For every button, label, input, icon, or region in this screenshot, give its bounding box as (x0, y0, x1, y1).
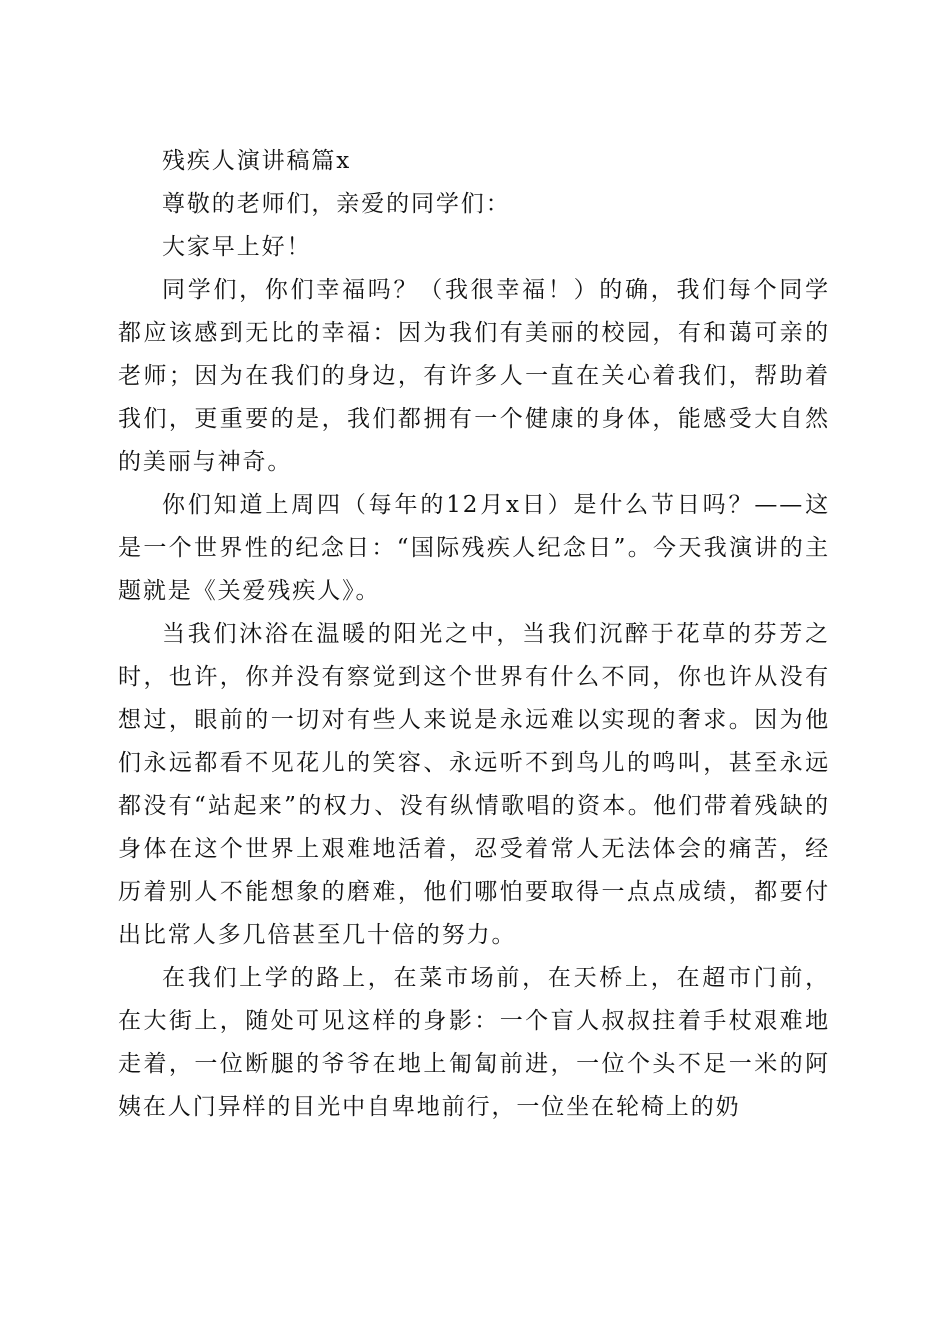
paragraph-4: 在我们上学的路上，在菜市场前，在天桥上，在超市门前，在大街上，随处可见这样的身影：一个盲人叔叔拄着手杖艰难地走着，一位断腿的爷爷在地上匍匐前进，一位个头不足一米的阿姨在人门异样的目光中自卑地前行，一位坐在轮椅上的奶 (118, 965, 830, 1120)
document-body (118, 140, 830, 1129)
salutation: 尊敬的老师们，亲爱的同学们： (162, 191, 511, 217)
paragraph-1: 同学们，你们幸福吗？（我很幸福！）的确，我们每个同学都应该感到无比的幸福：因为我们有美丽的校园，有和蔼可亲的老师；因为在我们的身边，有许多人一直在关心着我们，帮助着我们，更重要的是，我们都拥有一个健康的身体，能感受大自然的美丽与神奇。 (118, 277, 830, 475)
document-title: 残疾人演讲稿篇x (162, 148, 352, 174)
greeting: 大家早上好！ (162, 234, 312, 260)
paragraph-2: 你们知道上周四（每年的12月x日）是什么节日吗？——这是一个世界性的纪念日：“国际残疾人纪念日”。今天我演讲的主题就是《关爱残疾人》。 (118, 492, 830, 604)
paragraph-3: 当我们沐浴在温暖的阳光之中，当我们沉醉于花草的芬芳之时，也许，你并没有察觉到这个世界有什么不同，你也许从没有想过，眼前的一切对有些人来说是永远难以实现的奢求。因为他们永远都看不见花儿的笑容、永远听不到鸟儿的鸣叫，甚至永远都没有“站起来”的权力、没有纵情歌唱的资本。他们带着残缺的身体在这个世界上艰难地活着，忍受着常人无法体会的痛苦，经历着别人不能想象的磨难，他们哪怕要取得一点点成绩，都要付出比常人多几倍甚至几十倍的努力。 (118, 621, 830, 948)
